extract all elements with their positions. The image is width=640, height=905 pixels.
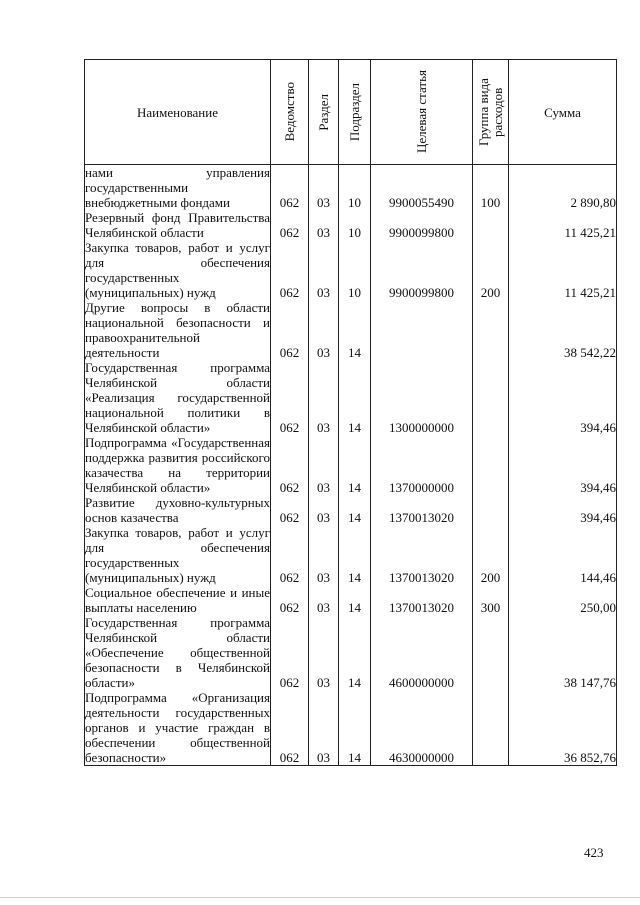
row-subsection: 14: [339, 690, 371, 766]
row-subsection: 14: [339, 495, 371, 525]
row-department: 062: [271, 210, 309, 240]
row-target: 4600000000: [371, 615, 473, 690]
row-group: [473, 495, 509, 525]
row-target: 1300000000: [371, 360, 473, 435]
table-row: [85, 585, 617, 615]
row-name: Развитие духовно-культурных основ казачества: [85, 495, 270, 525]
table-row: [85, 360, 617, 435]
row-group: 300: [473, 585, 509, 615]
table-row: [85, 690, 617, 766]
row-group: [473, 615, 509, 690]
row-group: [473, 360, 509, 435]
header-department: Ведомство: [271, 60, 309, 165]
row-name: Другие вопросы в области национальной безопасности и правоохранительной деятельности: [85, 300, 270, 360]
row-section: 03: [309, 585, 339, 615]
header-group: Группа вида расходов: [473, 60, 509, 165]
row-sum: 2 890,80: [509, 165, 617, 211]
row-department: 062: [271, 615, 309, 690]
table-row: [85, 210, 617, 240]
row-section: 03: [309, 210, 339, 240]
table-row: [85, 165, 617, 211]
row-sum: 36 852,76: [509, 690, 617, 766]
row-name: нами управления государственными внебюджетными фондами: [85, 165, 270, 210]
row-name: Закупка товаров, работ и услуг для обеспечения государственных (муниципальных) нужд: [85, 525, 270, 585]
header-name: Наименование: [85, 60, 271, 165]
row-group: [473, 435, 509, 495]
row-target: [371, 300, 473, 360]
row-department: 062: [271, 435, 309, 495]
row-department: 062: [271, 165, 309, 211]
row-section: 03: [309, 690, 339, 766]
row-group: [473, 210, 509, 240]
row-subsection: 14: [339, 585, 371, 615]
row-section: 03: [309, 240, 339, 300]
row-section: 03: [309, 495, 339, 525]
row-target: 1370000000: [371, 435, 473, 495]
table-row: [85, 300, 617, 360]
row-sum: 250,00: [509, 585, 617, 615]
table-row: [85, 495, 617, 525]
header-subsection: Подраздел: [339, 60, 371, 165]
row-group: 200: [473, 525, 509, 585]
row-subsection: 10: [339, 210, 371, 240]
row-subsection: 14: [339, 360, 371, 435]
footer-rule: [0, 897, 640, 898]
row-sum: 144,46: [509, 525, 617, 585]
row-name: Подпрограмма «Государственная поддержка развития российского казачества на территории Челябинской области»: [85, 435, 270, 495]
row-name: Государственная программа Челябинской области «Обеспечение общественной безопасности в Челябинской области»: [85, 615, 270, 690]
row-target: 4630000000: [371, 690, 473, 766]
row-name: Государственная программа Челябинской области «Реализация государственной национальной политики в Челябинской области»: [85, 360, 270, 435]
row-department: 062: [271, 240, 309, 300]
row-sum: 394,46: [509, 495, 617, 525]
row-department: 062: [271, 690, 309, 766]
page-number: 423: [584, 845, 604, 860]
row-department: 062: [271, 495, 309, 525]
row-name: Закупка товаров, работ и услуг для обеспечения государственных (муниципальных) нужд: [85, 240, 270, 300]
table-body: [85, 165, 617, 766]
row-name: Резервный фонд Правительства Челябинской области: [85, 210, 270, 240]
row-department: 062: [271, 585, 309, 615]
header-section: Раздел: [309, 60, 339, 165]
row-subsection: 14: [339, 615, 371, 690]
row-section: 03: [309, 360, 339, 435]
table-row: [85, 435, 617, 495]
row-subsection: 14: [339, 435, 371, 495]
header-sum: Сумма: [509, 60, 617, 165]
row-group: [473, 690, 509, 766]
row-sum: 38 147,76: [509, 615, 617, 690]
table-row: [85, 240, 617, 300]
header-target: Целевая статья: [371, 60, 473, 165]
row-subsection: 14: [339, 300, 371, 360]
budget-table: [84, 59, 617, 766]
row-sum: 11 425,21: [509, 240, 617, 300]
row-group: 100: [473, 165, 509, 211]
row-target: 1370013020: [371, 585, 473, 615]
row-subsection: 10: [339, 165, 371, 211]
row-section: 03: [309, 300, 339, 360]
row-target: 9900099800: [371, 210, 473, 240]
table-row: [85, 525, 617, 585]
row-group: [473, 300, 509, 360]
table-row: [85, 615, 617, 690]
row-target: 1370013020: [371, 525, 473, 585]
row-subsection: 10: [339, 240, 371, 300]
row-department: 062: [271, 360, 309, 435]
row-section: 03: [309, 435, 339, 495]
row-name: Социальное обеспечение и иные выплаты населению: [85, 585, 270, 615]
row-department: 062: [271, 525, 309, 585]
row-section: 03: [309, 525, 339, 585]
row-group: 200: [473, 240, 509, 300]
row-sum: 11 425,21: [509, 210, 617, 240]
row-section: 03: [309, 165, 339, 211]
row-target: 9900055490: [371, 165, 473, 211]
row-department: 062: [271, 300, 309, 360]
row-target: 1370013020: [371, 495, 473, 525]
row-sum: 394,46: [509, 360, 617, 435]
table-header-row: [85, 60, 617, 165]
row-sum: 38 542,22: [509, 300, 617, 360]
row-name: Подпрограмма «Организация деятельности государственных органов и участие граждан в обеспечении общественной безопасности»: [85, 690, 270, 765]
row-section: 03: [309, 615, 339, 690]
row-target: 9900099800: [371, 240, 473, 300]
row-sum: 394,46: [509, 435, 617, 495]
row-subsection: 14: [339, 525, 371, 585]
